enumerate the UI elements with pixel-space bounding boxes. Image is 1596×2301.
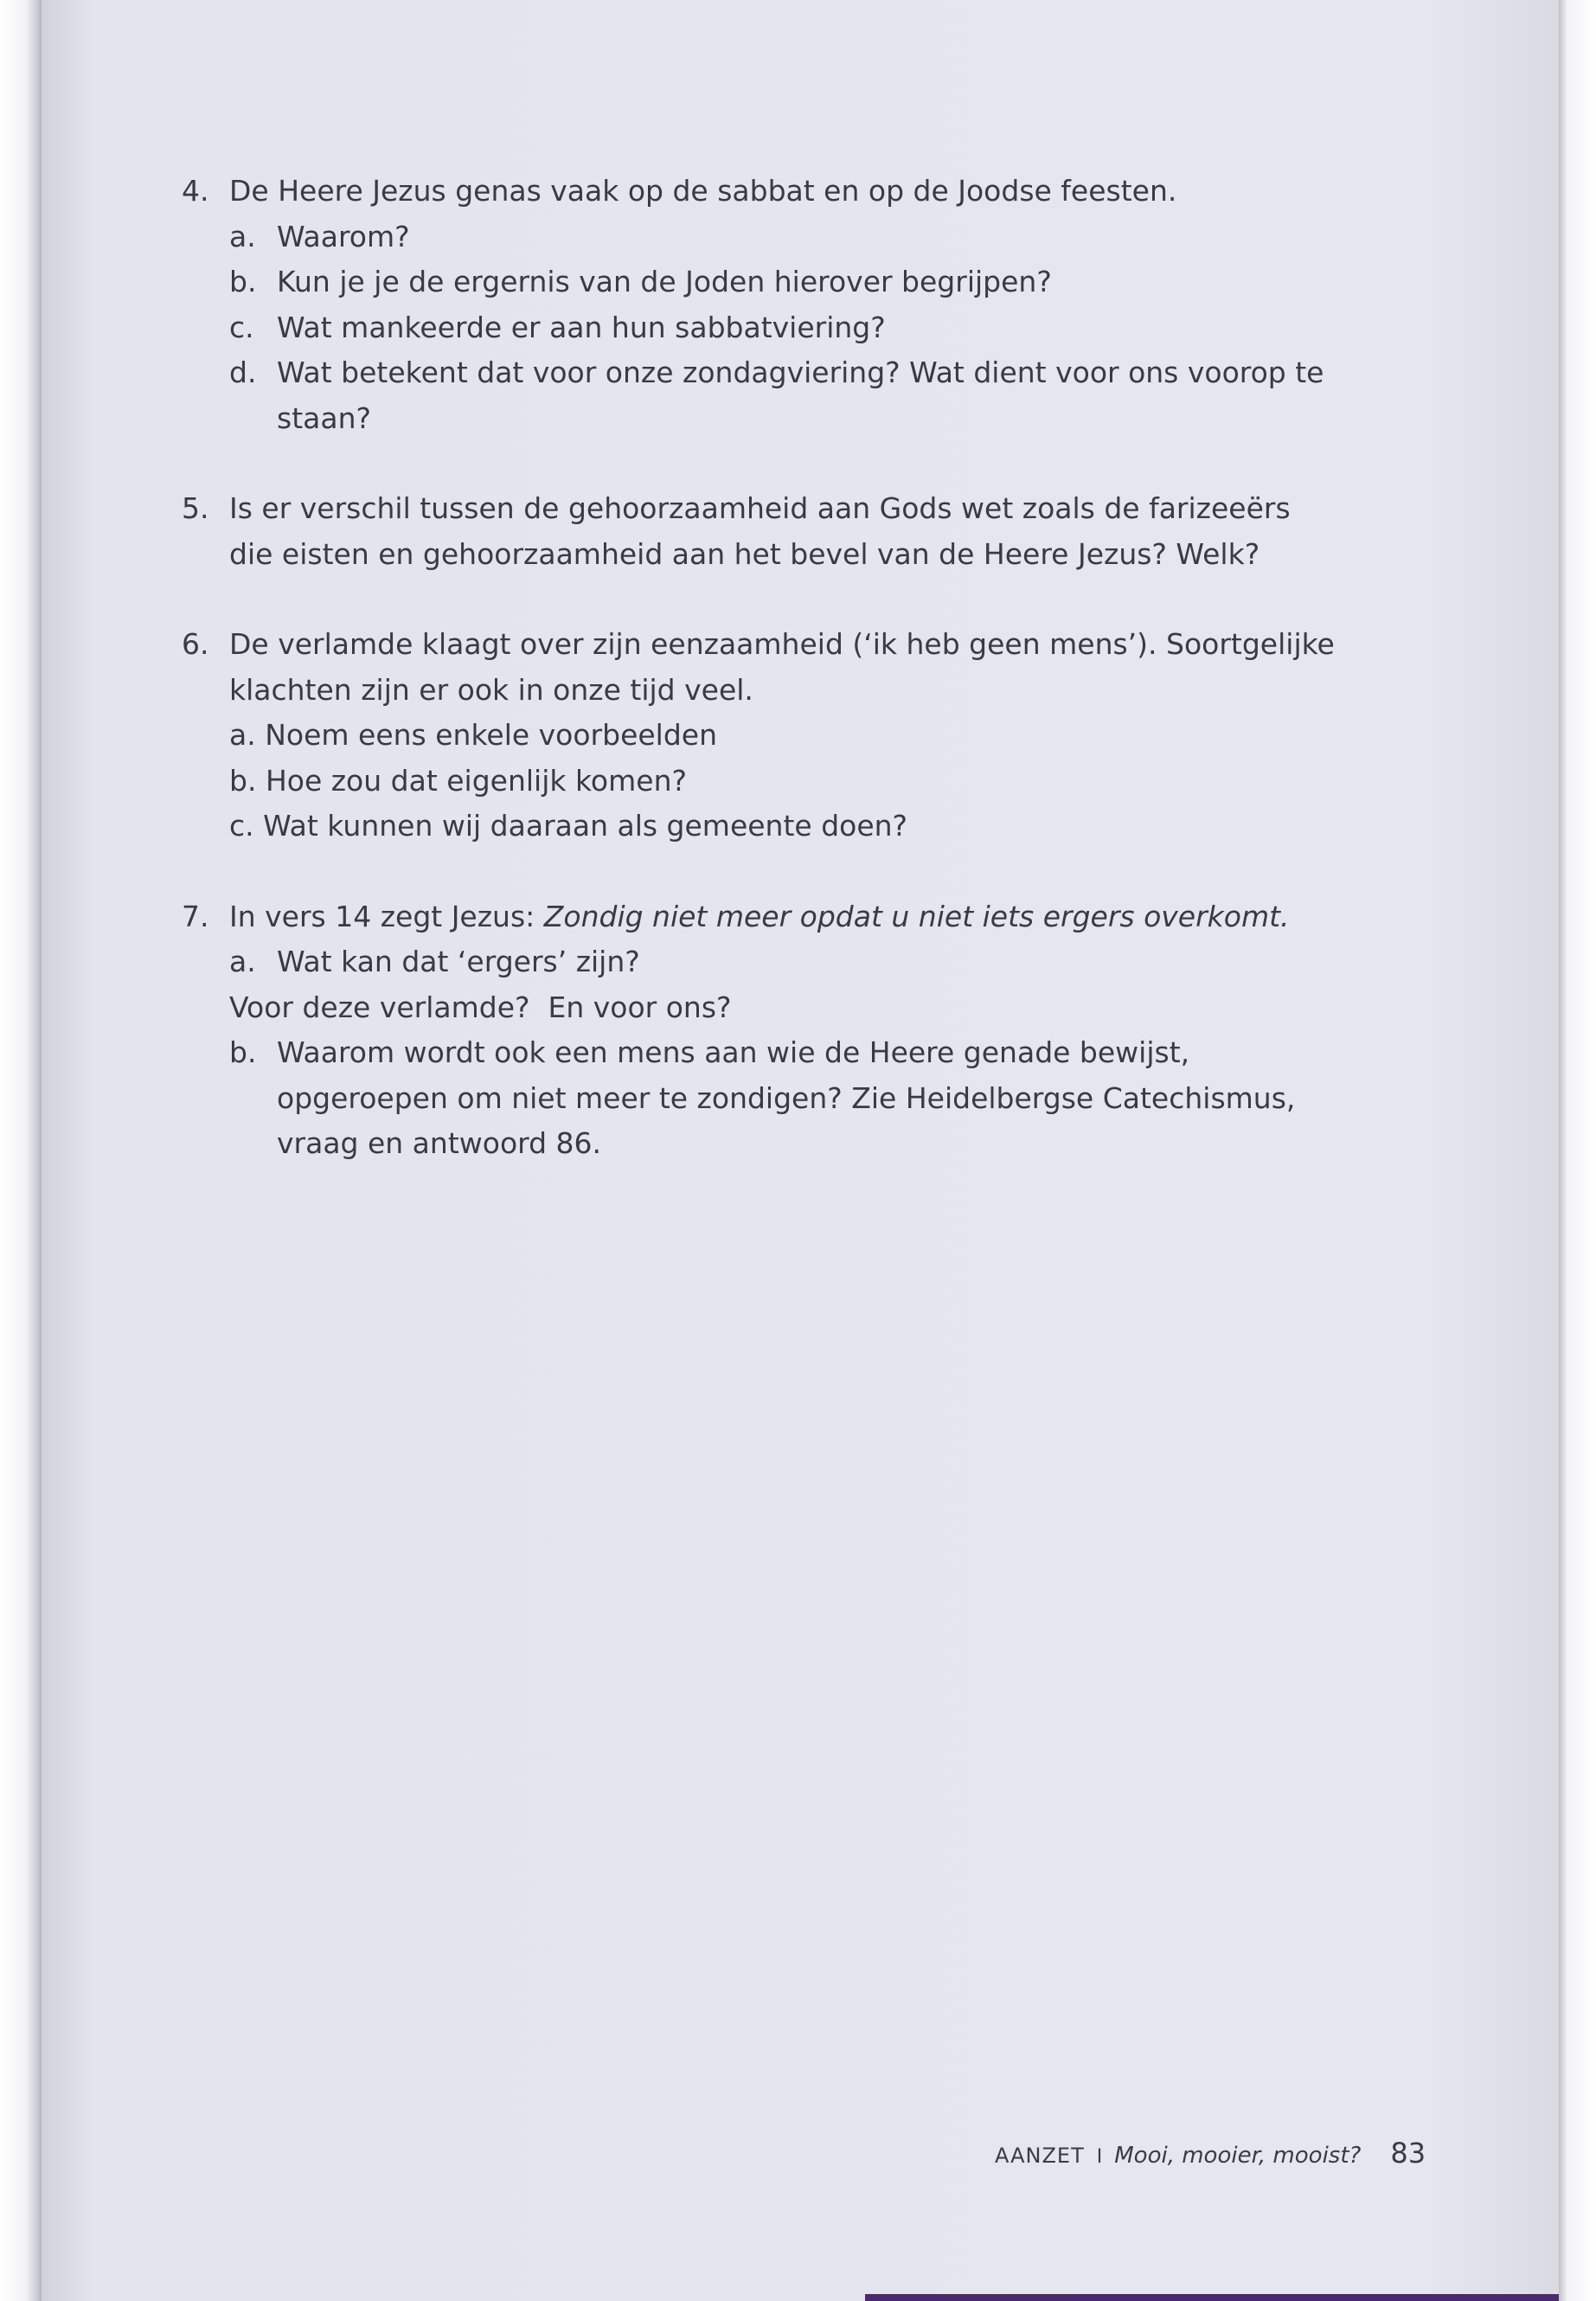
- question-number: 5.: [182, 491, 209, 525]
- sub-text: Waarom?: [277, 219, 410, 253]
- sub-text: Hoe zou dat eigenlijk komen?: [265, 763, 687, 798]
- sub-letter: b.: [229, 265, 257, 298]
- sub-text: Wat mankeerde er aan hun sabbatviering?: [277, 310, 886, 344]
- question-text: De Heere Jezus genas vaak op de sabbat en op de Joodse feesten.: [229, 174, 1177, 208]
- question-text: [229, 894, 1341, 940]
- sub-question: [229, 215, 1341, 260]
- sub-question: [229, 985, 1341, 1031]
- question-list: [182, 169, 1341, 1167]
- question-6: [182, 622, 1341, 849]
- question-number: 6.: [182, 627, 209, 661]
- sub-text: Wat kan dat ‘ergers’ zijn?: [277, 945, 640, 978]
- question-4: [182, 169, 1341, 441]
- sub-question: [229, 260, 1341, 305]
- sub-question: [229, 804, 1341, 849]
- question-number: 7.: [182, 899, 209, 933]
- sub-text: Voor deze verlamde? En voor ons?: [229, 990, 732, 1024]
- question-number: 4.: [182, 174, 209, 208]
- question-text: De verlamde klaagt over zijn eenzaamheid (‘ik heb geen mens’). Soortgelijke klachten zijn er ook in onze tijd veel.: [229, 627, 1335, 707]
- sub-letter: b.: [229, 763, 257, 798]
- cover-strip: [865, 2294, 1559, 2301]
- sub-question: [229, 759, 1341, 804]
- series-name: AANZET: [995, 2144, 1085, 2168]
- sub-letter: a.: [229, 718, 256, 752]
- sub-question: [229, 350, 1341, 441]
- sub-text: Wat kunnen wij daaraan als gemeente doen?: [263, 809, 908, 843]
- question-5: [182, 486, 1341, 577]
- page-right-edge: [1559, 0, 1596, 2301]
- book-title: Mooi, mooier, mooist?: [1114, 2143, 1362, 2169]
- bible-quote: Zondig niet meer opdat u niet iets ergers overkomt.: [543, 899, 1290, 933]
- sub-question: [229, 939, 1341, 985]
- sub-letter: a.: [229, 945, 256, 978]
- question-7: [182, 894, 1341, 1167]
- sub-letter: b.: [229, 1035, 257, 1069]
- running-footer: [995, 2137, 1426, 2170]
- sub-text: Noem eens enkele voorbeelden: [265, 718, 718, 752]
- sub-question: [229, 1030, 1341, 1167]
- sub-letter: a.: [229, 219, 256, 253]
- question-text-prefix: In vers 14 zegt Jezus:: [229, 899, 544, 933]
- sub-question: [229, 305, 1341, 351]
- sub-text: Kun je je de ergernis van de Joden hierover begrijpen?: [277, 265, 1052, 298]
- book-spine-edge: [0, 0, 42, 2301]
- sub-text: Waarom wordt ook een mens aan wie de Heere genade bewijst, opgeroepen om niet meer te zondigen? Zie Heidelbergse Catechismus, vraag en antwoord 86.: [277, 1035, 1296, 1160]
- sub-question: [229, 713, 1341, 759]
- footer-separator: I: [1096, 2146, 1103, 2168]
- sub-letter: d.: [229, 356, 257, 389]
- sub-letter: c.: [229, 809, 254, 843]
- sub-letter: c.: [229, 310, 254, 344]
- sub-text: Wat betekent dat voor onze zondagviering? Wat dient voor ons voorop te staan?: [277, 356, 1324, 435]
- question-text: Is er verschil tussen de gehoorzaamheid aan Gods wet zoals de farizeeërs die eisten en gehoorzaamheid aan het bevel van de Heere Jezus? Welk?: [229, 491, 1291, 571]
- page-number: 83: [1390, 2137, 1426, 2170]
